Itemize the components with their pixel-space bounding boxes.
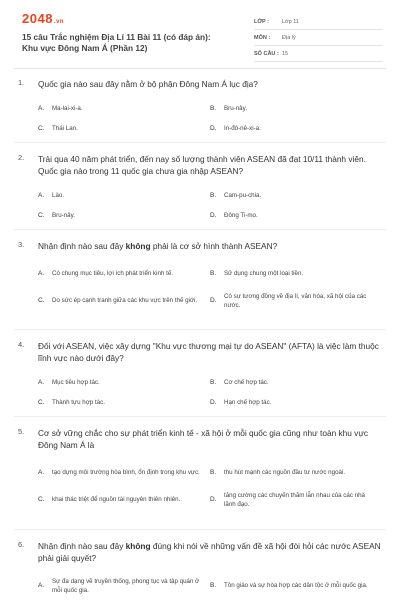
option-letter: A. — [38, 104, 45, 112]
header — [0, 0, 400, 64]
option-text: Cơ chế hợp tác. — [224, 378, 269, 386]
option-letter: D. — [210, 211, 217, 219]
question-separator — [14, 229, 386, 230]
question-separator — [14, 416, 386, 417]
question-text — [38, 153, 386, 177]
answer-option-a[interactable] — [38, 99, 210, 119]
option-text: Do sức ép cạnh tranh giữa các khu vực trên thế giới. — [52, 297, 198, 305]
logo-text: 2048 — [22, 11, 53, 26]
question-text-part: Quốc gia nào sau đây nằm ở bộ phận Đông Nam Á lục địa? — [38, 79, 258, 89]
option-letter: C. — [38, 124, 45, 132]
meta-row-class — [254, 14, 382, 30]
question-separator — [14, 329, 386, 330]
answer-option-a[interactable] — [38, 186, 210, 206]
option-letter: C. — [38, 211, 45, 219]
answer-option-c[interactable] — [38, 206, 210, 226]
question-text — [38, 427, 386, 451]
option-text: Ma-lai-xi-a. — [52, 104, 83, 112]
answer-option-c[interactable] — [38, 487, 210, 514]
question-5 — [0, 427, 400, 514]
question-text — [38, 340, 386, 364]
answer-option-d[interactable] — [210, 393, 382, 413]
question-text-part: phải là cơ sở hình thành ASEAN? — [150, 241, 278, 251]
option-text: Bru-nây. — [224, 104, 247, 112]
site-logo[interactable] — [22, 11, 64, 26]
meta-value: Địa lý — [282, 34, 296, 41]
option-text: Thành tựu hợp tác. — [52, 398, 105, 406]
document-title: 15 câu Trắc nghiệm Địa Lí 11 Bài 11 (có đáp án): Khu vực Đông Nam Á (Phần 12) — [22, 32, 211, 53]
question-text-part: Nhận định nào sau đây — [38, 241, 126, 251]
option-text: Hạn chế hợp tác. — [224, 398, 272, 406]
option-text: Thái Lan. — [52, 124, 78, 132]
question-number: 4. — [18, 340, 25, 349]
question-text-part: Nhận định nào sau đây — [38, 541, 126, 551]
option-text: Có sự tương đồng về địa lí, văn hóa, xã hội của các nước. — [224, 293, 367, 309]
question-text — [38, 240, 386, 252]
option-text: thu hút mạnh các nguồn đầu tư nước ngoài. — [224, 469, 346, 477]
option-text: Cam-pu-chia. — [224, 191, 262, 199]
question-number: 6. — [18, 540, 25, 549]
meta-label: SỐ CÂU : — [254, 50, 279, 57]
option-letter: C. — [38, 398, 45, 406]
answer-option-a[interactable] — [38, 373, 210, 393]
logo-suffix: .vn — [53, 19, 65, 25]
option-letter: B. — [210, 191, 217, 199]
question-separator — [14, 142, 386, 143]
question-1 — [0, 78, 400, 139]
answer-option-a[interactable] — [38, 573, 210, 600]
answer-options — [38, 186, 386, 226]
meta-row-count — [254, 46, 382, 62]
option-letter: D. — [210, 297, 217, 305]
option-letter: B. — [210, 378, 217, 386]
option-text: Có chung mục tiêu, lợi ích phát triển kinh tế. — [52, 270, 173, 278]
option-letter: D. — [210, 398, 217, 406]
option-letter: C. — [38, 297, 45, 305]
meta-row-subject — [254, 30, 382, 46]
meta-label: LỚP : — [254, 18, 269, 25]
answer-option-b[interactable] — [210, 573, 382, 600]
option-text: In-đô-nê-xi-a. — [224, 124, 261, 132]
answer-option-a[interactable] — [38, 261, 210, 288]
answer-option-d[interactable] — [210, 119, 382, 139]
option-letter: D. — [210, 496, 217, 504]
answer-option-c[interactable] — [38, 288, 210, 315]
option-text: Lào. — [52, 191, 65, 199]
answer-option-b[interactable] — [210, 373, 382, 393]
answer-option-d[interactable] — [210, 206, 382, 226]
answer-options — [38, 373, 386, 413]
answer-options — [38, 261, 386, 315]
meta-table — [254, 14, 382, 62]
question-emphasis: không — [125, 541, 151, 551]
answer-option-d[interactable] — [210, 288, 382, 315]
answer-option-b[interactable] — [210, 99, 382, 119]
option-text: Sử dụng chung một loại tiền. — [224, 270, 304, 278]
question-text-part: đúng khi nói về những vấn đề xã hội đòi hỏi các nước ASEAN phải giải quyết? — [38, 541, 381, 563]
question-6 — [0, 540, 400, 600]
option-letter: C. — [38, 496, 45, 504]
question-3 — [0, 240, 400, 315]
option-text: khai thác triệt để nguồn tài nguyên thiên nhiên. — [52, 496, 181, 504]
option-text: Sự đa dạng về truyền thống, phong tục và tập quán ở mỗi quốc gia. — [52, 578, 200, 594]
answer-option-b[interactable] — [210, 261, 382, 288]
option-text: Bru-nây. — [52, 211, 75, 219]
option-letter: A. — [38, 469, 45, 477]
question-text-part: Trải qua 40 năm phát triển, đến nay số lượng thành viên ASEAN đã đạt 10/11 thành viên. Quốc gia nào trong 11 quốc gia chưa gia nhập ASEAN? — [38, 154, 366, 176]
option-text: Đông Ti-mo. — [224, 211, 258, 219]
answer-options — [38, 99, 386, 139]
meta-label: MÔN : — [254, 34, 271, 41]
option-letter: B. — [210, 270, 217, 278]
question-number: 3. — [18, 240, 25, 249]
option-text: Mục tiêu hợp tác. — [52, 378, 100, 386]
option-letter: B. — [210, 469, 217, 477]
question-emphasis: không — [125, 241, 151, 251]
answer-option-a[interactable] — [38, 460, 210, 487]
question-number: 5. — [18, 427, 25, 436]
answer-option-b[interactable] — [210, 186, 382, 206]
question-2 — [0, 153, 400, 226]
answer-option-c[interactable] — [38, 393, 210, 413]
question-text-part: Đối với ASEAN, việc xây dựng "Khu vực thương mại tự do ASEAN" (AFTA) là việc làm thuộc lĩnh vực nào dưới đây? — [38, 341, 379, 363]
option-letter: A. — [38, 378, 45, 386]
answer-option-d[interactable] — [210, 487, 382, 514]
option-text: tạo dựng môi trường hòa bình, ổn định trong khu vực. — [52, 469, 200, 477]
question-separator — [14, 529, 386, 530]
question-text — [38, 540, 386, 564]
option-letter: A. — [38, 582, 45, 590]
question-text — [38, 78, 386, 90]
meta-value: Lớp 11 — [282, 18, 299, 25]
answer-options — [38, 460, 386, 514]
meta-value: 15 — [282, 50, 289, 57]
question-number: 1. — [18, 78, 25, 87]
answer-option-c[interactable] — [38, 119, 210, 139]
option-letter: D. — [210, 124, 217, 132]
option-letter: A. — [38, 270, 45, 278]
question-text-part: Cơ sở vững chắc cho sự phát triển kinh tế - xã hội ở mỗi quốc gia cũng như toàn khu vực Đông Nam Á là — [38, 428, 369, 450]
option-text: tăng cường các chuyến thăm lẫn nhau của các nhà lãnh đạo. — [224, 492, 365, 508]
option-text: Tôn giáo và sự hòa hợp các dân tộc ở mỗi quốc gia. — [224, 582, 368, 590]
question-4 — [0, 340, 400, 413]
option-letter: A. — [38, 191, 45, 199]
answer-option-b[interactable] — [210, 460, 382, 487]
header-divider — [14, 68, 386, 69]
question-number: 2. — [18, 153, 25, 162]
option-letter: B. — [210, 582, 217, 590]
option-letter: B. — [210, 104, 217, 112]
answer-options — [38, 573, 386, 600]
